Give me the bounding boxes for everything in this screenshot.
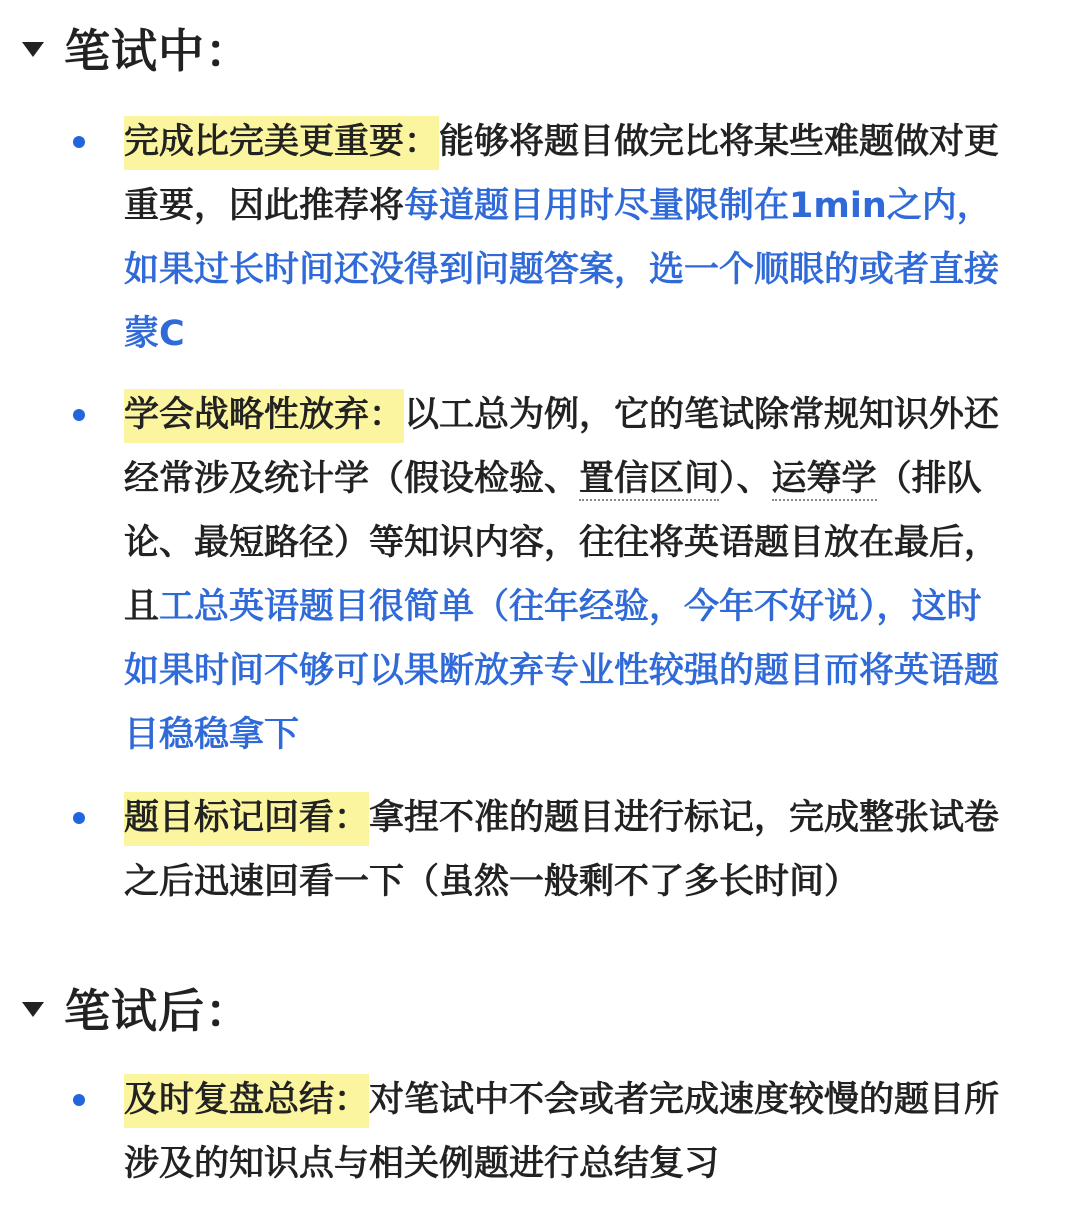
section-heading: 笔试中： [64,24,252,78]
section-header-after-exam[interactable] [22,978,252,1038]
item-text: ）、 [719,459,772,499]
emphasis-text: 每道题目用时尽量限制在1min之内，如果过长时间还没得到问题答案，选一个顺眼的或者直接蒙C [124,186,1000,354]
collapse-triangle-icon[interactable] [22,42,44,57]
item-text: 以工总为例，它的笔试除常规知识外还经常涉及统计学（假设检验、 [124,395,1000,499]
highlight-label: 完成比完美更重要： [124,116,439,170]
bullet-dot-icon [73,1094,85,1106]
bullet-dot-icon [73,812,85,824]
highlight-label: 题目标记回看： [124,792,369,846]
link-term-operations-research[interactable]: 运筹学 [771,459,877,499]
highlight-label: 及时复盘总结： [124,1074,369,1128]
section-header-during-exam[interactable] [22,18,252,78]
section-heading: 笔试后： [64,984,252,1038]
link-term-confidence-interval[interactable]: 置信区间 [579,459,720,499]
item-text: （排队论、最短路径）等知识内容，往往将英语题目放在最后，且 [124,459,1000,627]
bullet-dot-icon [73,409,85,421]
collapse-triangle-icon[interactable] [22,1002,44,1017]
list-item-paragraph [124,786,1004,914]
list-item-paragraph [124,110,1004,366]
item-text: 对笔试中不会或者完成速度较慢的题目所涉及的知识点与相关例题进行总结复习 [124,1080,1000,1184]
item-text: 拿捏不准的题目进行标记，完成整张试卷之后迅速回看一下（虽然一般剩不了多长时间） [124,798,1000,902]
item-text: 能够将题目做完比将某些难题做对更重要，因此推荐将 [124,122,1000,226]
list-item-paragraph [124,383,1004,767]
bullet-dot-icon [73,136,85,148]
list-item-paragraph [124,1068,1004,1196]
highlight-label: 学会战略性放弃： [124,389,404,443]
emphasis-text: 工总英语题目很简单（往年经验，今年不好说），这时如果时间不够可以果断放弃专业性较强的题目而将英语题目稳稳拿下 [124,587,1000,755]
